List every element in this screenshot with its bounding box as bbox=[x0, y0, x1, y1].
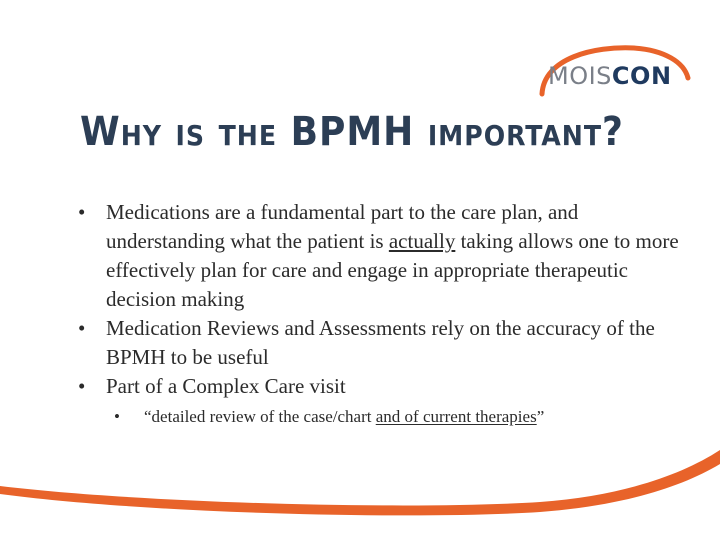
sub-bullet-item bbox=[114, 405, 688, 429]
bullet-item: • Part of a Complex Care visit bbox=[78, 372, 688, 401]
bullet-item bbox=[78, 198, 688, 314]
sub-bullet-text-post: ” bbox=[536, 407, 545, 426]
logo-text-mois: MOIS bbox=[548, 62, 612, 90]
logo-text bbox=[548, 64, 672, 88]
bullet-text-pre: Medications are a fundamental part to the care plan, and understanding what the patient is bbox=[106, 200, 579, 253]
bullet-item: • Medication Reviews and Assessments rely on the accuracy of the BPMH to be useful bbox=[78, 314, 688, 372]
slide-title: Why is the BPMH important? bbox=[80, 109, 624, 155]
bullet-list bbox=[78, 198, 688, 429]
moiscon-logo bbox=[534, 42, 694, 102]
logo-text-con: CON bbox=[611, 62, 672, 90]
sub-bullet-text-pre: “detailed review of the case/chart bbox=[144, 407, 376, 426]
decorative-swoosh bbox=[0, 440, 720, 540]
bullet-text-underlined: actually bbox=[388, 229, 456, 253]
bullet-text-post: taking allows one to more effectively plan for care and engage in appropriate therapeutic decision making bbox=[106, 229, 679, 311]
sub-bullet-text-underlined: and of current therapies bbox=[375, 407, 537, 426]
